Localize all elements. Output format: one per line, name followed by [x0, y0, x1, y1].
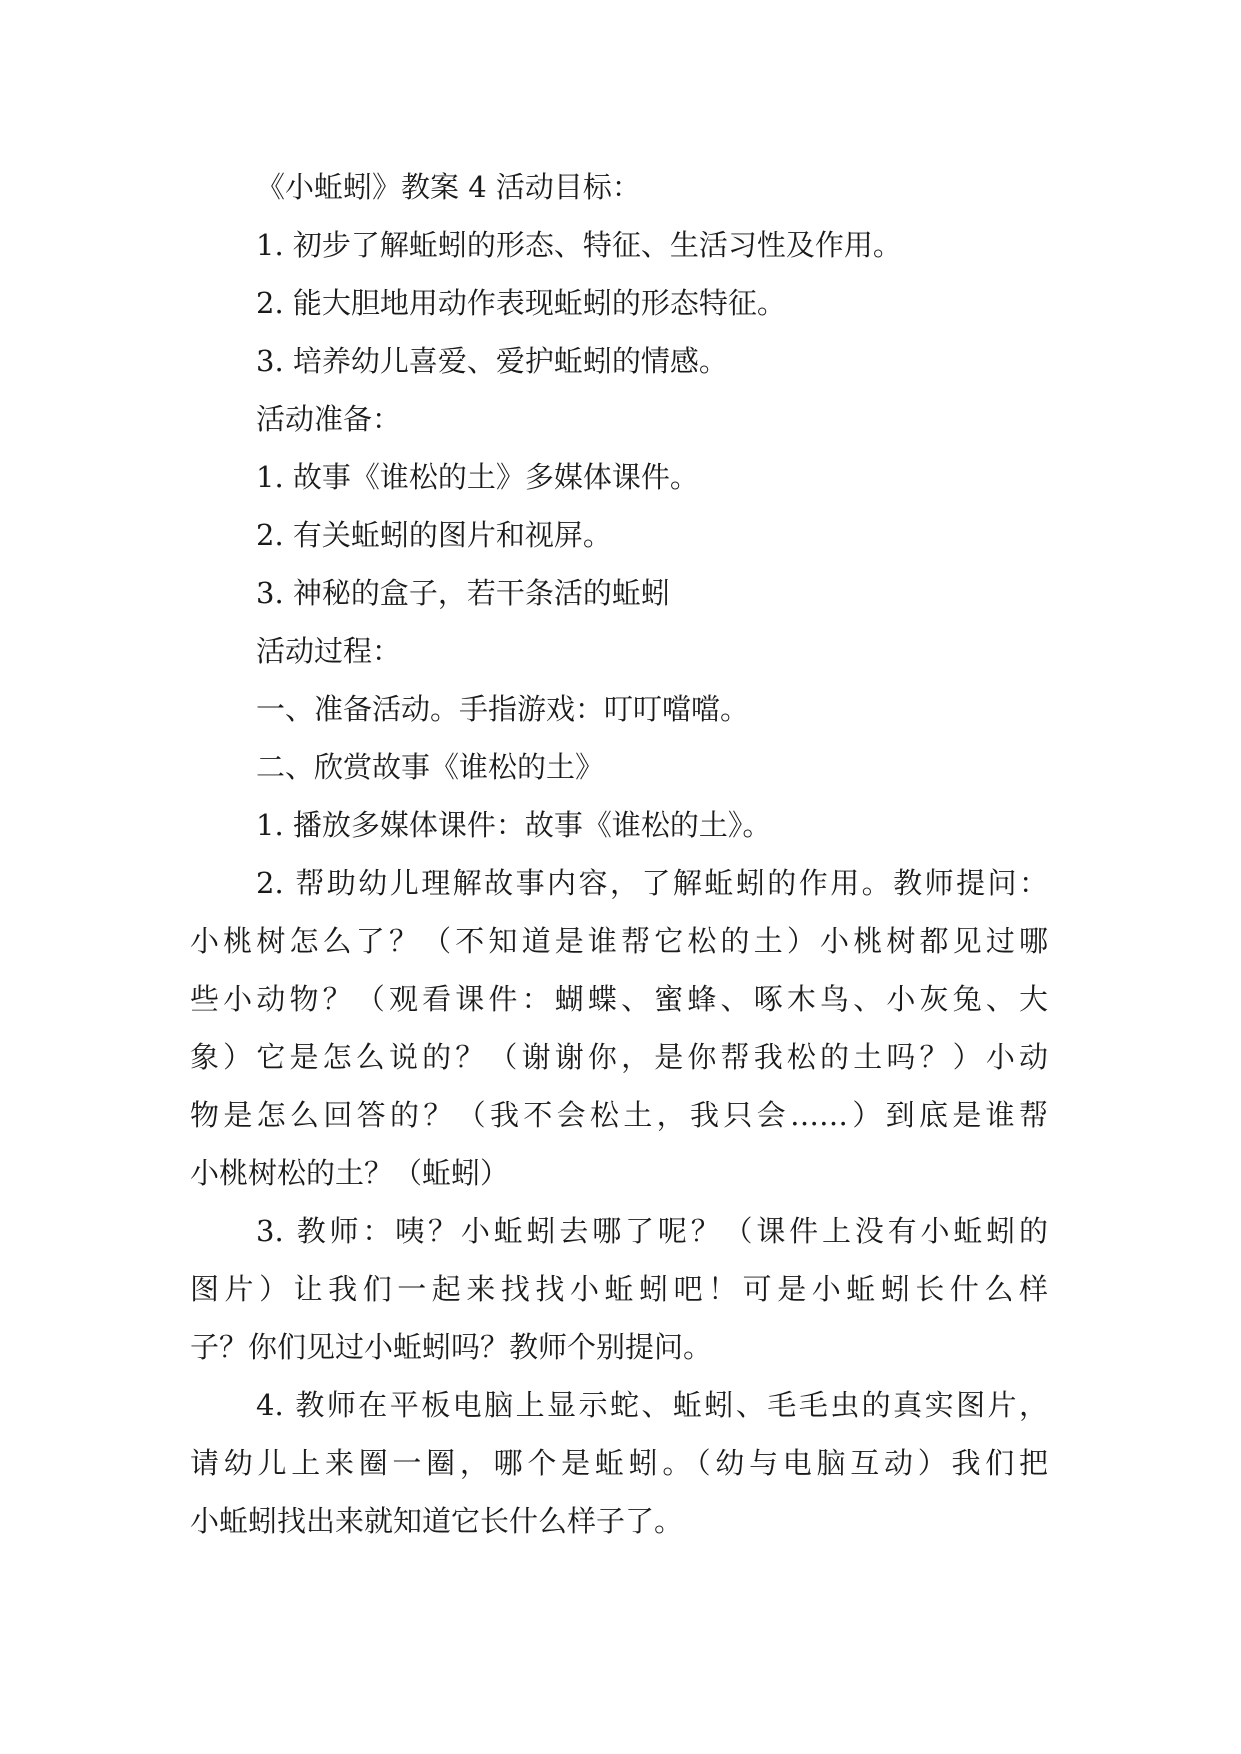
doc-title-line: 《小蚯蚓》教案 4 活动目标： [256, 170, 641, 204]
section-heading-process: 活动过程： [256, 634, 402, 668]
process-substep-4-line-1: 4. 教师在平板电脑上显示蛇、蚯蚓、毛毛虫的真实图片， [256, 1388, 1048, 1422]
process-step-2: 二、欣赏故事《谁松的土》 [256, 750, 605, 784]
section-heading-preparation: 活动准备： [256, 402, 402, 436]
prep-item-2: 2. 有关蚯蚓的图片和视屏。 [256, 518, 612, 552]
process-step-1: 一、准备活动。手指游戏：叮叮噹噹。 [256, 692, 750, 726]
process-substep-2-line-4: 象）它是怎么说的？（谢谢你，是你帮我松的土吗？）小动 [190, 1040, 1048, 1074]
prep-item-3: 3. 神秘的盒子，若干条活的蚯蚓 [256, 576, 670, 610]
process-substep-3-line-3: 子？你们见过小蚯蚓吗？教师个别提问。 [190, 1330, 713, 1364]
document-body [190, 158, 1048, 1550]
process-substep-2-line-2: 小桃树怎么了？（不知道是谁帮它松的土）小桃树都见过哪 [190, 924, 1048, 958]
process-substep-2-line-6: 小桃树松的土？（蚯蚓） [190, 1156, 510, 1190]
goal-item-2: 2. 能大胆地用动作表现蚯蚓的形态特征。 [256, 286, 786, 320]
prep-item-1: 1. 故事《谁松的土》多媒体课件。 [256, 460, 699, 494]
goal-item-3: 3. 培养幼儿喜爱、爱护蚯蚓的情感。 [256, 344, 728, 378]
process-substep-4-line-2: 请幼儿上来圈一圈，哪个是蚯蚓。（幼与电脑互动）我们把 [190, 1446, 1048, 1480]
process-substep-3-line-2: 图片）让我们一起来找找小蚯蚓吧！可是小蚯蚓长什么样 [190, 1272, 1048, 1306]
goal-item-1: 1. 初步了解蚯蚓的形态、特征、生活习性及作用。 [256, 228, 902, 262]
process-substep-4-line-3: 小蚯蚓找出来就知道它长什么样子了。 [190, 1504, 684, 1538]
process-substep-2-line-3: 些小动物？（观看课件：蝴蝶、蜜蜂、啄木鸟、小灰兔、大 [190, 982, 1048, 1016]
process-substep-2-line-1: 2. 帮助幼儿理解故事内容，了解蚯蚓的作用。教师提问： [256, 866, 1048, 900]
process-substep-2-line-5: 物是怎么回答的？（我不会松土，我只会……）到底是谁帮 [190, 1098, 1048, 1132]
process-substep-1: 1. 播放多媒体课件：故事《谁松的土》。 [256, 808, 772, 842]
process-substep-3-line-1: 3. 教师：咦？小蚯蚓去哪了呢？（课件上没有小蚯蚓的 [256, 1214, 1048, 1248]
